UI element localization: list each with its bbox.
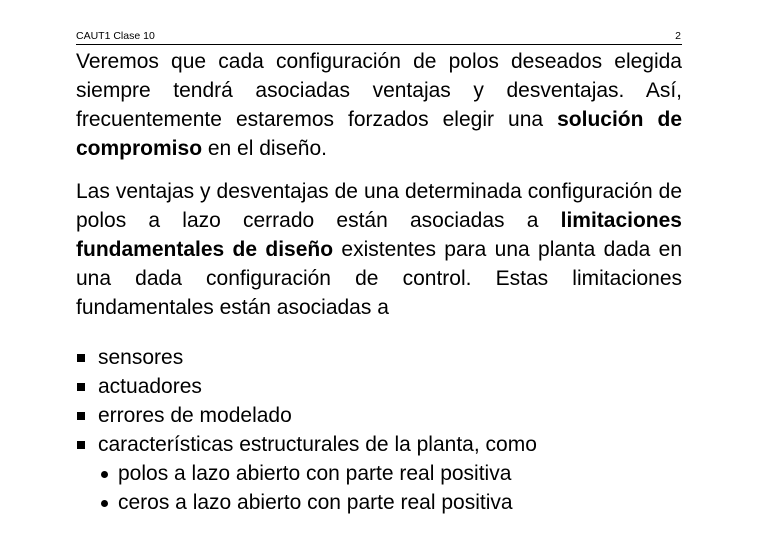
list-item (76, 401, 537, 430)
page-number: 2 (675, 30, 681, 42)
list-item-label: sensores (98, 346, 184, 369)
round-bullet-icon (101, 500, 108, 507)
sublist-item-label: polos a lazo abierto con parte real positiva (118, 462, 512, 485)
paragraph-2-text-a: Las ventajas y desventajas de una determinada configuración de polos a lazo cerrado están asociadas a (76, 180, 682, 232)
square-bullet-icon (77, 412, 85, 420)
sublist-item-label: ceros a lazo abierto con parte real positiva (118, 491, 513, 514)
limitations-list (76, 343, 537, 517)
square-bullet-icon (77, 441, 85, 449)
page-header (76, 30, 682, 45)
paragraph-compromiso (76, 47, 682, 163)
list-item-label: errores de modelado (98, 404, 292, 427)
paragraph-1-text-a: Veremos que cada configuración de polos deseados elegida siempre tendrá asociadas ventajas y desventajas. Así, frecuentemente estaremos forzados elegir una (76, 50, 682, 131)
sublist-item (98, 459, 537, 488)
paragraph-limitaciones (76, 177, 682, 322)
square-bullet-icon (77, 354, 85, 362)
course-label: CAUT1 Clase 10 (76, 30, 155, 42)
list-item (76, 430, 537, 517)
list-item (76, 372, 537, 401)
paragraph-2-bold: limitaciones fundamentales de diseño (76, 209, 682, 261)
list-item (76, 343, 537, 372)
paragraph-2-text-b: existentes para una planta dada en una dada configuración de control. Estas limitaciones fundamentales están asociadas a (76, 238, 682, 319)
square-bullet-icon (77, 383, 85, 391)
round-bullet-icon (101, 471, 108, 478)
list-item-label: características estructurales de la planta, como (98, 433, 537, 456)
paragraph-1-bold: solución de compromiso (76, 108, 682, 160)
structural-sublist (98, 459, 537, 517)
paragraph-1-text-b: en el diseño. (202, 137, 327, 160)
sublist-item (98, 488, 537, 517)
list-item-label: actuadores (98, 375, 202, 398)
